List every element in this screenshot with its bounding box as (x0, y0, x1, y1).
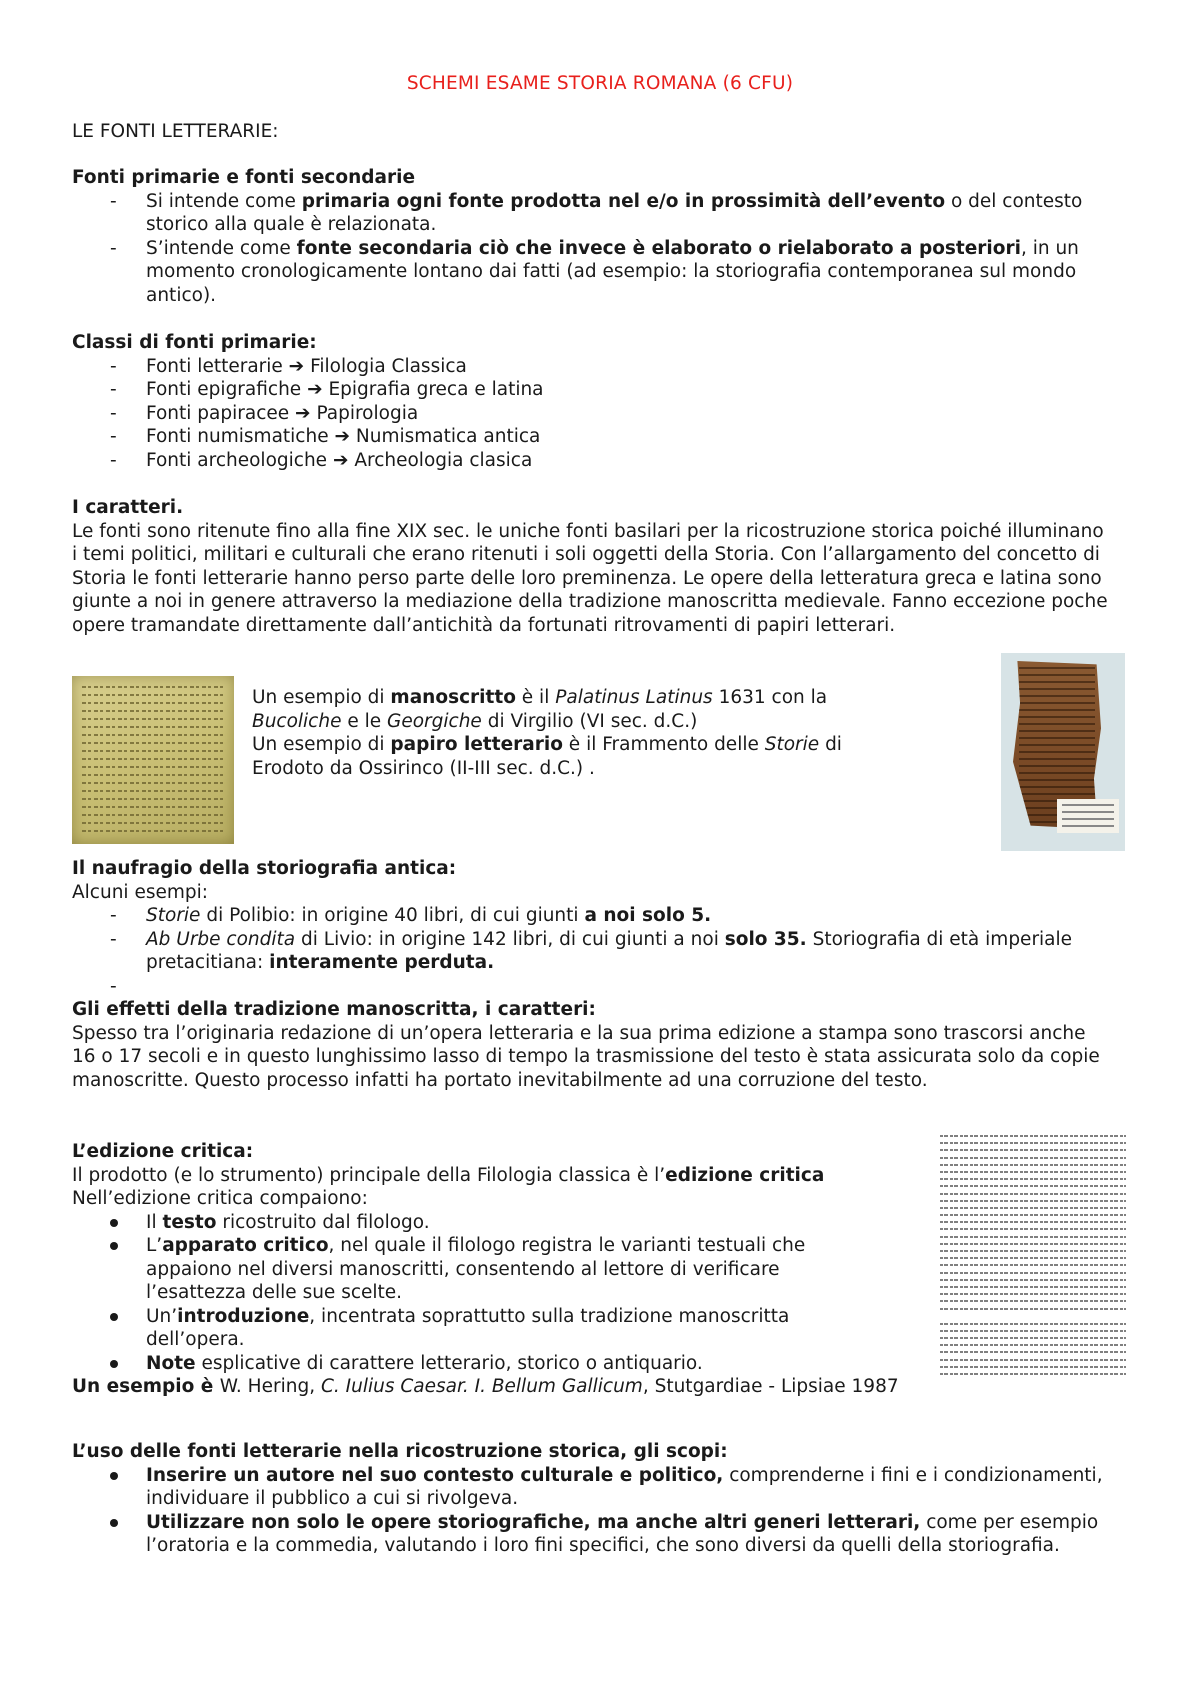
arrow-icon: ➔ (295, 402, 311, 424)
manuscript-caption: Un esempio di manoscritto è il Palatinus Latinus 1631 con la Bucoliche e le Georgiche di Virgilio (VI sec. d.C.) (252, 687, 828, 732)
list-item (72, 975, 1132, 999)
list-item: - Fonti numismatiche ➔ Numismatica antica (72, 425, 1132, 449)
arrow-icon: ➔ (334, 426, 350, 447)
manuscript-image (72, 676, 234, 844)
list-item: Un’introduzione, incentrata soprattutto sulla tradizione manoscritta dell’opera. (72, 1305, 866, 1352)
list-item: - Fonti epigrafiche ➔ Epigrafia greca e latina (72, 378, 1132, 402)
list-item: - Fonti papiracee ➔ Papirologia (72, 402, 1132, 426)
naufragio-list (72, 904, 1132, 998)
heading-edizione: L’edizione critica: (72, 1141, 254, 1162)
list-item: - Storie di Polibio: in origine 40 libri, di cui giunti a noi solo 5. (72, 904, 1132, 928)
heading-effetti: Gli effetti della tradizione manoscritta, i caratteri: (72, 999, 596, 1020)
edizione-list (72, 1211, 922, 1376)
section-fonti-letterarie (72, 120, 1132, 144)
list-item: Inserire un autore nel suo contesto culturale e politico, comprenderne i fini e i condizionamenti, individuare il pubblico a cui si rivolgeva. (72, 1464, 1106, 1511)
examples-caption (252, 686, 912, 780)
edizione-example: Un esempio è W. Hering, C. Iulius Caesar. I. Bellum Gallicum, Stutgardiae - Lipsiae 1987 (72, 1376, 899, 1397)
papyrus-image (1001, 653, 1125, 851)
naufragio-intro: Alcuni esempi: (72, 881, 208, 903)
list-item: - Fonti archeologiche ➔ Archeologia clasica (72, 449, 1132, 473)
edizione-line2: Nell’edizione critica compaiono: (72, 1188, 368, 1209)
section-uso (72, 1440, 1132, 1558)
section-heading: LE FONTI LETTERARIE: (72, 121, 279, 142)
primarie-list (72, 190, 1132, 308)
list-item: Utilizzare non solo le opere storiografiche, ma anche altri generi letterari, come per esempio l’oratoria e la commedia, valutando i loro fini specifici, che sono diversi da quelli della storiografia. (72, 1511, 1146, 1558)
heading-classi: Classi di fonti primarie: (72, 332, 317, 353)
list-item: Note esplicative di carattere letterario, storico o antiquario. (72, 1352, 922, 1376)
section-effetti (72, 998, 1132, 1092)
arrow-icon: ➔ (332, 449, 349, 471)
section-naufragio (72, 857, 1132, 998)
heading-primarie: Fonti primarie e fonti secondarie (72, 167, 415, 188)
section-primarie-secondarie (72, 166, 1132, 307)
edizione-line1: Il prodotto (e lo strumento) principale della Filologia classica è l’edizione critica (72, 1164, 825, 1186)
arrow-icon: ➔ (288, 355, 305, 377)
papyrus-caption: Un esempio di papiro letterario è il Frammento delle Storie di Erodoto da Ossirinco (II-III sec. d.C.) . (252, 734, 842, 779)
heading-naufragio: Il naufragio della storiografia antica: (72, 858, 457, 879)
section-classi (72, 331, 1132, 472)
arrow-icon: ➔ (307, 379, 323, 400)
page-title: SCHEMI ESAME STORIA ROMANA (6 CFU) (406, 73, 794, 94)
heading-caratteri: I caratteri. (72, 497, 184, 518)
paragraph-effetti: Spesso tra l’originaria redazione di un’opera letteraria e la sua prima edizione a stampa sono trascorsi anche 16 o 17 secoli e in questo lunghissimo lasso di tempo la trasmissione del testo è stata assicurata solo da copie manoscritte. Questo processo infatti ha portato inevitabilmente ad una corruzione del testo. (72, 1022, 1100, 1091)
list-item: - Fonti letterarie ➔ Filologia Classica (72, 355, 1132, 379)
critical-edition-image (940, 1135, 1126, 1385)
list-item: - Si intende come primaria ogni fonte prodotta nel e/o in prossimità dell’evento o del contesto storico alla quale è relazionata. (72, 190, 1132, 237)
uso-list (72, 1464, 1132, 1558)
list-item: - Ab Urbe condita di Livio: in origine 142 libri, di cui giunti a noi solo 35. Storiografia di età imperiale pretacitiana: interamente perduta. (72, 928, 1106, 975)
list-item: Il testo ricostruito dal filologo. (72, 1211, 922, 1235)
section-caratteri (72, 496, 1132, 637)
classi-list (72, 355, 1132, 473)
list-item: - S’intende come fonte secondaria ciò che invece è elaborato o rielaborato a posteriori, in un momento cronologicamente lontano dai fatti (ad esempio: la storiografia contemporanea sul mondo antico). (72, 237, 1132, 308)
heading-uso: L’uso delle fonti letterarie nella ricostruzione storica, gli scopi: (72, 1441, 728, 1462)
section-edizione (72, 1140, 922, 1399)
list-item: L’apparato critico, nel quale il filologo registra le varianti testuali che appaiono nel diversi manoscritti, consentendo al lettore di verificare l’esattezza delle sue scelte. (72, 1234, 866, 1305)
paragraph-caratteri: Le fonti sono ritenute fino alla fine XIX sec. le uniche fonti basilari per la ricostruzione storica poiché illuminano i temi politici, militari e culturali che erano ritenuti i soli oggetti della Storia. Con l’allargamento del concetto di Storia le fonti letterarie hanno perso parte delle loro preminenza. Le opere della letteratura greca e latina sono giunte a noi in genere attraverso la mediazione della tradizione manoscritta medievale. Fanno eccezione poche opere tramandate direttamente dall’antichità da fortunati ritrovamenti di papiri letterari. (72, 520, 1108, 636)
